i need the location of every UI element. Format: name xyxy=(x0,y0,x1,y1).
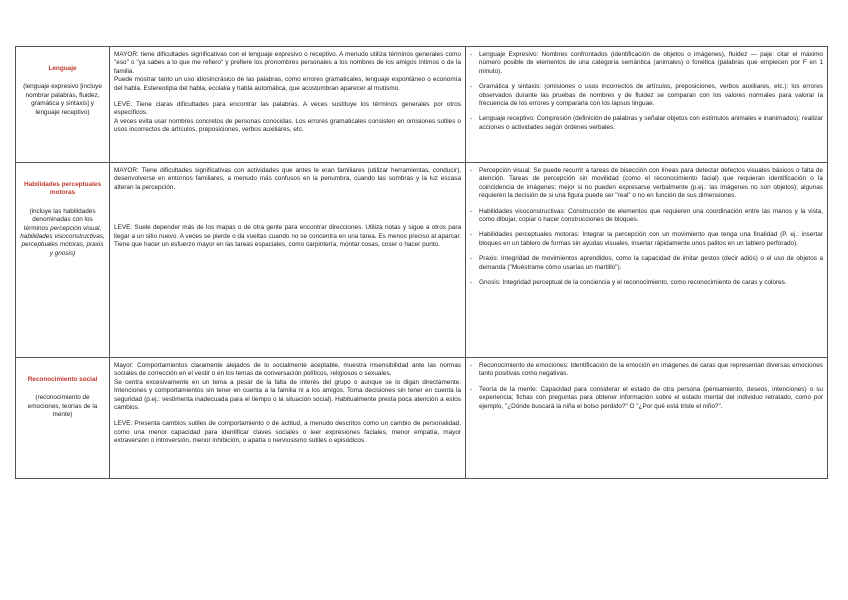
list-item: - Gramática y sintaxis: (omisiones o usos incorrectos de artículos, preposiciones, verbos auxiliares, etc.): los errores observados durante las pruebas de nombres y de fluidez se comparan con los valores normales para valorar la frecuencia de los errores y compararla con los lapsus linguae. xyxy=(470,83,823,108)
category-title: Reconocimiento social xyxy=(27,376,98,383)
table-row-habilidades xyxy=(16,163,828,358)
spacer xyxy=(114,216,461,224)
category-subtitle: (incluye las habilidades denominadas con los términos percepción visual, habilidades visoconstructivas, perceptuales motoras, praxis y gnosis) xyxy=(20,207,105,257)
paragraph: Se centra excesivamente en un tema a pesar de la falta de interés del grupo o aunque se lo digan directamente. Intenciones y comportamientos sin tener en cuenta a la familia ni a los amigos. Toma decisiones sin tener en cuenta la seguridad (p.ej.: vestimenta inadecuada para el tiempo o la situación social). Habitualmente presta poca atención a estos cambios. xyxy=(114,378,461,412)
assessment-list xyxy=(470,167,823,287)
assessment-list xyxy=(470,51,823,132)
category-subtitle: (lenguaje expresivo [incluye nombrar palabras, fluidez, gramática y sintaxis] y lenguaje receptivo) xyxy=(23,83,102,116)
category-cell xyxy=(16,47,110,163)
assessment-cell xyxy=(466,163,828,358)
list-item: - Reconocimiento de emociones: Identificación de la emoción en imágenes de caras que representan diversas emociones tanto positivas como negativas. xyxy=(470,362,823,378)
list-item: - Teoría de la mente: Capacidad para considerar el estado de otra persona (pensamiento, deseos, intenciones) o su experiencia; fichas con preguntas para obtener información sobre el estado mental del individuo retratado, como por ejemplo, "¿Dónde buscará la niña el bolso perdido?" O "¿Por qué está triste el niño?". xyxy=(470,385,823,410)
paragraph: Puede mostrar tanto un uso idiosincrásico de las palabras, como errores gramaticales, lenguaje espontáneo o economía del habla. Estereotipia del habla, ecolalia y habla automática, que acostumbran aparecer al mutismo. xyxy=(114,76,461,92)
spacer xyxy=(114,192,461,200)
table-row-lenguaje xyxy=(16,47,828,163)
assessment-list xyxy=(470,362,823,411)
list-item: - Habilidades visoconstructivas: Construcción de elementos que requieren una coordinación entre las manos y la vista, como dibujar, copiar o hacer construcciones de bloques. xyxy=(470,207,823,224)
spacer xyxy=(114,208,461,216)
category-title: Habilidades perceptuales motoras xyxy=(23,181,102,197)
neurocognitive-domains-table xyxy=(15,46,828,479)
paragraph: LEVE: Presenta cambios sutiles de comportamiento o de actitud, a menudo descritos como un cambio de personalidad, como una menor capacidad para identificar claves sociales o leer expresiones faciales, menor empatía, mayor extraversión o introversión, menor inhibición, o apatía o nerviosismo sutiles o episódicos. xyxy=(114,420,461,445)
assessment-cell xyxy=(466,47,828,163)
list-item: - Praxis: Integridad de movimientos aprendidos, como la capacidad de imitar gestos (decir adiós) o el uso de objetos a demanda ("Muéstrame cómo usarías un martillo"). xyxy=(470,255,823,271)
paragraph: LEVE: Tiene claras dificultades para encontrar las palabras. A veces sustituye los términos generales por otros específicos. xyxy=(114,101,461,117)
spacer xyxy=(114,200,461,208)
table-row-reconocimiento xyxy=(16,358,828,479)
category-cell xyxy=(16,358,110,479)
category-cell xyxy=(16,163,110,358)
list-item: - Gnosis: Integridad perceptual de la conciencia y el reconocimiento, como reconocimiento de caras y colores. xyxy=(470,279,787,287)
list-item: - Percepción visual: Se puede recurrir a tareas de bisección con líneas para detectar defectos visuales básicos o falta de atención. Tareas de percepción sin movilidad (como el reconocimiento facial) que requieran identificación o la coincidencia de imágenes; mejor si no pueden expresarse verbalmente (p.ej.: las imágenes no son objetos); algunas requieren la decisión de si una figura puede ser "real" o no en función de sus dimensiones. xyxy=(470,167,823,200)
spacer xyxy=(114,93,461,101)
severity-description-cell xyxy=(110,163,466,358)
list-item: - Habilidades perceptuales motoras: Integrar la percepción con un movimiento que tenga una finalidad (P. ej.: insertar bloques en un tablero de formas sin ayudas visuales, insertar rápidamente unos palitos en un tablero perforado). xyxy=(470,231,823,247)
spacer xyxy=(114,412,461,420)
paragraph: Mayor: Comportamientos claramente alejados de lo socialmente aceptable, muestra insensibilidad ante las normas sociales de corrección en el vestir o en los temas de conversación políticos, religiosos o sexuales. xyxy=(114,362,461,378)
list-item: - Lenguaje Expresivo: Nombres confrontados (identificación de objetos o imágenes), fluidez — paje: citar el máximo número posible de elementos de una categoría semántica (animales) o fonética (palabras que empiecen por F en 1 minuto). xyxy=(470,51,823,75)
paragraph: LEVE: Suele depender más de los mapas o de otra gente para encontrar direcciones. Utiliza notas y sigue a otros para llegar a un sitio nuevo. A veces se pierde o da vueltas cuando no se concentra en una tarea. Es menos preciso al aparcar. Tiene que hacer un esfuerzo mayor en las tareas espaciales, como carpintería, montar cosas, coser o hacer punto. xyxy=(114,224,461,249)
category-subtitle: (reconocimiento de emociones, teorías de la mente) xyxy=(27,394,98,419)
paragraph: A veces evita usar nombres concretos de personas conocidas. Los errores gramaticales consisten en omisiones sutiles o usos incorrectos de artículos, preposiciones, verbos auxiliares, etc. xyxy=(114,117,461,134)
severity-description-cell xyxy=(110,358,466,479)
assessment-cell xyxy=(466,358,828,479)
list-item: - Lenguaje receptivo: Compresión (definición de palabras y señalar objetos con estímulos animales e inanimados): realizar acciones o actividades según órdenes verbales. xyxy=(470,115,823,131)
severity-description-cell xyxy=(110,47,466,163)
paragraph: MAYOR: Tiene dificultades significativas con actividades que antes le eran familiares (utilizar herramientas, conducir), desenvolverse en entornos familiares, a menudo más confusos en la penumbra, cuando las sombras y la luz escasa alteran la percepción. xyxy=(114,167,461,191)
category-title: Lenguaje xyxy=(48,65,77,72)
paragraph: MAYOR: tiene dificultades significativas con el lenguaje expresivo o receptivo. A menudo utiliza términos generales como "eso" o "ya sabes a lo que me refiero" y prefiere los pronombres personales a los nombres de los amigos íntimos o de la familia. xyxy=(114,51,461,75)
